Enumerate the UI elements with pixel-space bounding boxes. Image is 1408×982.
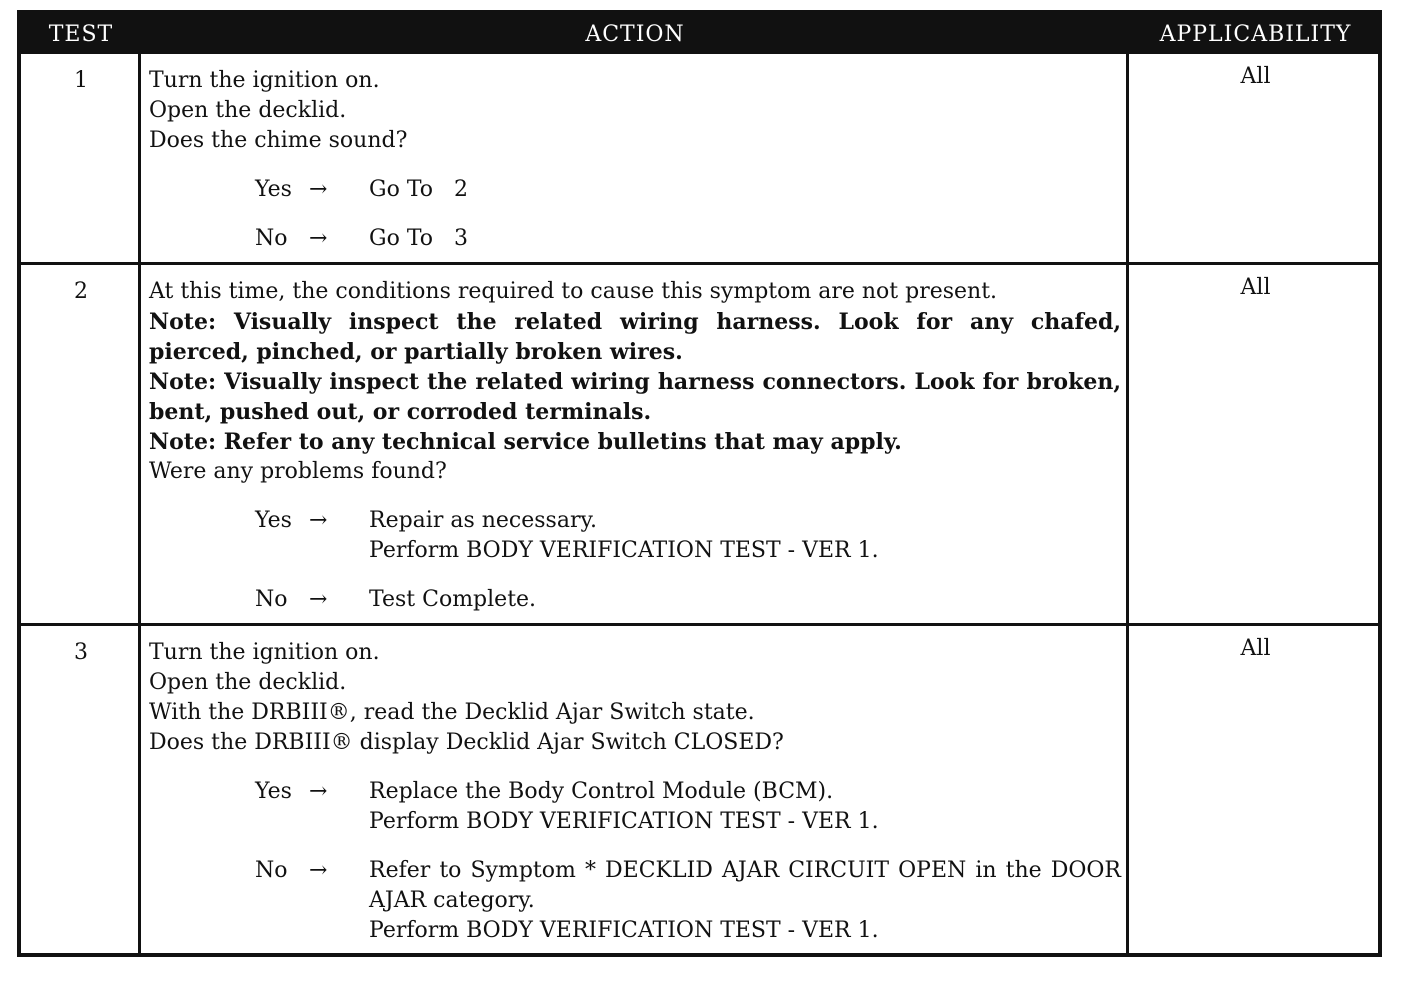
table-row (21, 51, 1378, 264)
branch-result (369, 224, 1121, 254)
applicability-value: All (1240, 275, 1271, 300)
test-number: 2 (74, 279, 88, 304)
answer-label: Yes (255, 177, 292, 202)
action-cell (149, 66, 1121, 254)
arrow-icon: → (309, 587, 328, 612)
branch-result (369, 175, 1121, 205)
action-line: Does the chime sound? (149, 128, 408, 153)
header-test: TEST (48, 22, 114, 47)
test-number: 3 (74, 640, 88, 665)
branch-yes (149, 175, 1121, 205)
branch-result (369, 777, 1121, 837)
action-line: Were any problems found? (149, 459, 447, 484)
answer-label: No (255, 858, 288, 883)
table-header (21, 14, 1378, 54)
table-row (21, 623, 1378, 957)
applicability-value: All (1240, 636, 1271, 661)
arrow-icon: → (309, 508, 328, 533)
result-line: Repair as necessary. (369, 508, 597, 533)
note-line: Note: Visually inspect the related wiring harness. Look for any chafed, pierced, pinched, or partially broken wires. (149, 309, 1121, 365)
result-line: Refer to Symptom * DECKLID AJAR CIRCUIT OPEN in the DOOR AJAR category. (369, 858, 1121, 913)
branch-result (369, 506, 1121, 566)
diagnostic-table (17, 10, 1382, 957)
action-line: With the DRBIII®, read the Decklid Ajar Switch state. (149, 700, 755, 725)
branch-no (149, 856, 1121, 946)
branch-result (369, 585, 1121, 615)
branch-no (149, 585, 1121, 615)
result-line: Perform BODY VERIFICATION TEST - VER 1. (369, 809, 879, 834)
arrow-icon: → (309, 226, 328, 251)
header-action: ACTION (585, 22, 685, 47)
action-line: Does the DRBIII® display Decklid Ajar Switch CLOSED? (149, 730, 784, 755)
arrow-icon: → (309, 858, 328, 883)
action-line: Open the decklid. (149, 98, 347, 123)
answer-label: No (255, 226, 288, 251)
answer-label: No (255, 587, 288, 612)
note-line: Note: Refer to any technical service bulletins that may apply. (149, 429, 902, 455)
action-line: Turn the ignition on. (149, 640, 380, 665)
answer-label: Yes (255, 508, 292, 533)
note-line: Note: Visually inspect the related wiring harness connectors. Look for broken, bent, pushed out, or corroded terminals. (149, 369, 1121, 425)
branch-no (149, 224, 1121, 254)
branch-yes (149, 506, 1121, 566)
result-line: Go To 3 (369, 226, 468, 251)
result-line: Perform BODY VERIFICATION TEST - VER 1. (369, 918, 879, 943)
answer-label: Yes (255, 779, 292, 804)
result-line: Perform BODY VERIFICATION TEST - VER 1. (369, 538, 879, 563)
branch-yes (149, 777, 1121, 837)
result-line: Replace the Body Control Module (BCM). (369, 779, 834, 804)
result-line: Go To 2 (369, 177, 468, 202)
action-line: At this time, the conditions required to cause this symptom are not present. (149, 279, 998, 304)
action-line: Turn the ignition on. (149, 68, 380, 93)
action-cell (149, 638, 1121, 946)
branch-result (369, 856, 1121, 946)
applicability-value: All (1240, 64, 1271, 89)
arrow-icon: → (309, 177, 328, 202)
action-cell (149, 277, 1121, 615)
result-line: Test Complete. (369, 587, 537, 612)
test-number: 1 (74, 68, 88, 93)
table-row (21, 262, 1378, 625)
arrow-icon: → (309, 779, 328, 804)
action-line: Open the decklid. (149, 670, 347, 695)
header-applicability: APPLICABILITY (1159, 22, 1352, 47)
